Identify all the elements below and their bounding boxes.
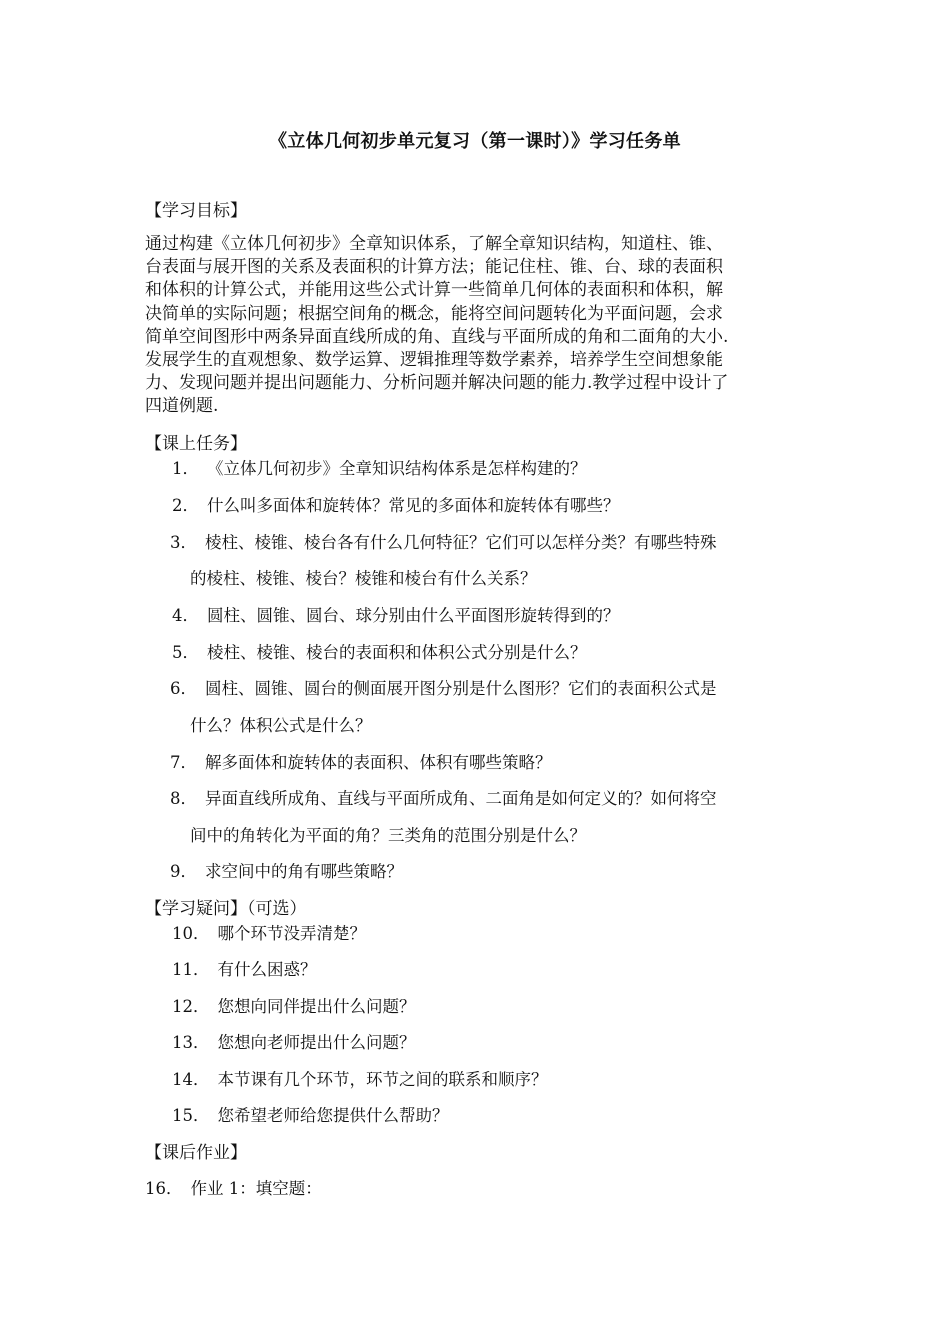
task-item-7 <box>170 751 552 775</box>
task-item-8 <box>170 787 717 811</box>
task-number: 3． <box>170 533 197 552</box>
task-item-1 <box>172 457 587 481</box>
question-text: 您想向同伴提出什么问题？ <box>217 997 416 1016</box>
objectives-line: 发展学生的直观想象、数学运算、逻辑推理等数学素养，培养学生空间想象能 <box>145 350 723 371</box>
task-text: 《立体几何初步》全章知识结构体系是怎样构建的？ <box>207 459 587 478</box>
questions-heading: 【学习疑问】（可选） <box>145 899 307 919</box>
objectives-line: 决简单的实际问题；根据空间角的概念，能将空间问题转化为平面问题，会求 <box>145 303 723 324</box>
task-number: 1． <box>172 459 199 478</box>
question-text: 有什么困惑？ <box>217 960 317 979</box>
task-text: 解多面体和旋转体的表面积、体积有哪些策略？ <box>205 753 552 772</box>
task-item-3 <box>170 531 717 555</box>
objectives-line: 简单空间图形中两条异面直线所成的角、直线与平面所成的角和二面角的大小. <box>145 326 729 347</box>
task-text: 圆柱、圆锥、圆台、球分别由什么平面图形旋转得到的？ <box>207 606 620 625</box>
question-number: 15． <box>172 1106 210 1125</box>
task-number: 7． <box>170 753 197 772</box>
task-text: 什么叫多面体和旋转体？常见的多面体和旋转体有哪些？ <box>207 496 620 515</box>
objectives-line: 和体积的计算公式，并能用这些公式计算一些简单几何体的表面积和体积，解 <box>145 280 723 301</box>
homework-heading: 【课后作业】 <box>145 1143 247 1163</box>
question-text: 您想向老师提出什么问题？ <box>217 1033 416 1052</box>
question-item-14 <box>172 1068 548 1092</box>
question-item-10 <box>172 922 366 946</box>
task-number: 4． <box>172 606 199 625</box>
task-number: 5． <box>172 643 199 662</box>
objectives-line: 台表面与展开图的关系及表面积的计算方法；能记住柱、锥、台、球的表面积 <box>145 257 723 278</box>
question-number: 10． <box>172 924 210 943</box>
task-item-4 <box>172 604 620 628</box>
task-item-9 <box>170 860 403 884</box>
task-number: 6． <box>170 679 197 698</box>
question-number: 11． <box>172 960 210 979</box>
question-item-11 <box>172 958 317 982</box>
objectives-paragraph <box>145 233 825 419</box>
question-number: 13． <box>172 1033 210 1052</box>
task-text: 求空间中的角有哪些策略？ <box>205 862 403 881</box>
task-text: 棱柱、棱锥、棱台各有什么几何特征？它们可以怎样分类？有哪些特殊 <box>205 533 717 552</box>
homework-text: 作业 1：填空题： <box>190 1179 322 1198</box>
document-title: 《立体几何初步单元复习（第一课时）》学习任务单 <box>269 131 681 152</box>
task-number: 2． <box>172 496 199 515</box>
question-item-15 <box>172 1104 449 1128</box>
task-item-6 <box>170 677 717 701</box>
task-item-2 <box>172 494 620 518</box>
objectives-line: 四道例题. <box>145 396 219 417</box>
tasks-heading: 【课上任务】 <box>145 434 247 454</box>
task-item-8-continuation: 间中的角转化为平面的角？三类角的范围分别是什么？ <box>190 826 586 845</box>
task-text: 棱柱、棱锥、棱台的表面积和体积公式分别是什么？ <box>207 643 587 662</box>
task-item-5 <box>172 641 587 665</box>
task-number: 9． <box>170 862 197 881</box>
task-item-3-continuation: 的棱柱、棱锥、棱台？棱锥和棱台有什么关系？ <box>190 569 537 588</box>
question-number: 12． <box>172 997 210 1016</box>
question-text: 本节课有几个环节，环节之间的联系和顺序？ <box>217 1070 548 1089</box>
task-text: 圆柱、圆锥、圆台的侧面展开图分别是什么图形？它们的表面积公式是 <box>205 679 717 698</box>
objectives-line: 力、发现问题并提出问题能力、分析问题并解决问题的能力.教学过程中设计了 <box>145 373 729 394</box>
question-item-12 <box>172 995 416 1019</box>
task-number: 8． <box>170 789 197 808</box>
question-item-13 <box>172 1031 416 1055</box>
homework-item-16 <box>145 1177 322 1201</box>
objectives-line: 通过构建《立体几何初步》全章知识体系，了解全章知识结构，知道柱、锥、 <box>145 234 723 254</box>
homework-number: 16． <box>145 1179 183 1198</box>
objectives-heading: 【学习目标】 <box>145 201 247 221</box>
question-text: 您希望老师给您提供什么帮助？ <box>217 1106 449 1125</box>
task-text: 异面直线所成角、直线与平面所成角、二面角是如何定义的？如何将空 <box>205 789 717 808</box>
question-number: 14． <box>172 1070 210 1089</box>
question-text: 哪个环节没弄清楚？ <box>217 924 366 943</box>
task-item-6-continuation: 什么？体积公式是什么？ <box>190 716 372 735</box>
